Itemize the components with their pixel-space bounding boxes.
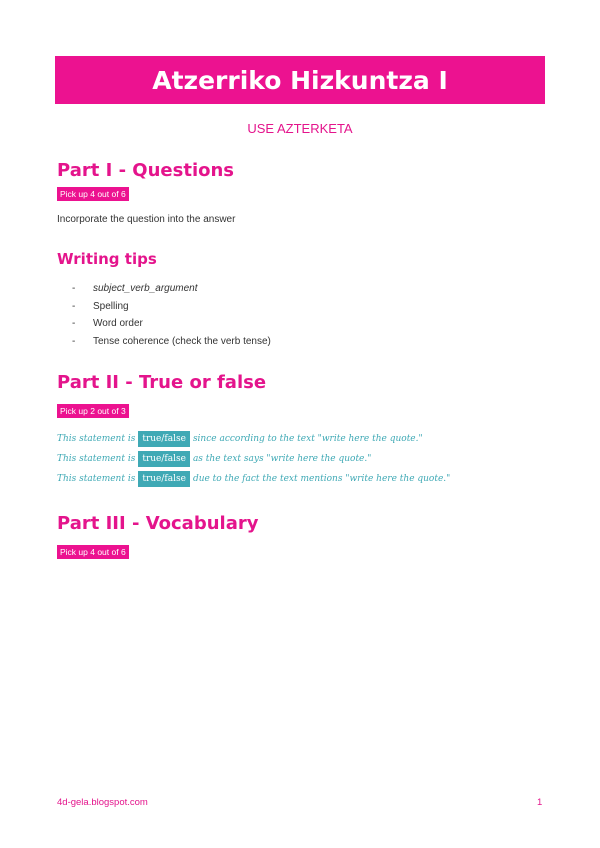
list-item: - Tense coherence (check the verb tense) bbox=[72, 335, 271, 347]
part1-badge: Pick up 4 out of 6 bbox=[57, 187, 129, 201]
true-false-tag: true/false bbox=[138, 431, 190, 447]
page-subtitle: USE AZTERKETA bbox=[247, 121, 353, 136]
list-item: - Word order bbox=[72, 318, 143, 329]
list-item: - subject_verb_argument bbox=[72, 283, 198, 294]
page-number: 1 bbox=[537, 797, 543, 808]
part2-heading: Part II - True or false bbox=[57, 372, 267, 393]
footer-site: 4d-gela.blogspot.com bbox=[57, 797, 148, 808]
part1-instruction: Incorporate the question into the answer bbox=[57, 214, 236, 225]
title-banner bbox=[55, 56, 545, 104]
list-item: - Spelling bbox=[72, 300, 129, 312]
true-false-tag: true/false bbox=[138, 471, 190, 487]
writing-tips-heading: Writing tips bbox=[57, 250, 157, 268]
part1-heading: Part I - Questions bbox=[57, 160, 235, 181]
part2-badge: Pick up 2 out of 3 bbox=[57, 404, 129, 418]
part3-badge: Pick up 4 out of 6 bbox=[57, 545, 129, 559]
true-false-line: This statement is true/false as the text says "write here the quote." bbox=[57, 451, 371, 467]
true-false-line: This statement is true/false due to the fact the text mentions "write here the quote." bbox=[57, 471, 450, 487]
true-false-line: This statement is true/false since according to the text "write here the quote." bbox=[57, 431, 423, 447]
part3-heading: Part III - Vocabulary bbox=[57, 513, 259, 534]
page-title: Atzerriko Hizkuntza I bbox=[152, 65, 448, 95]
true-false-tag: true/false bbox=[138, 451, 190, 467]
writing-tips-list bbox=[72, 280, 271, 350]
